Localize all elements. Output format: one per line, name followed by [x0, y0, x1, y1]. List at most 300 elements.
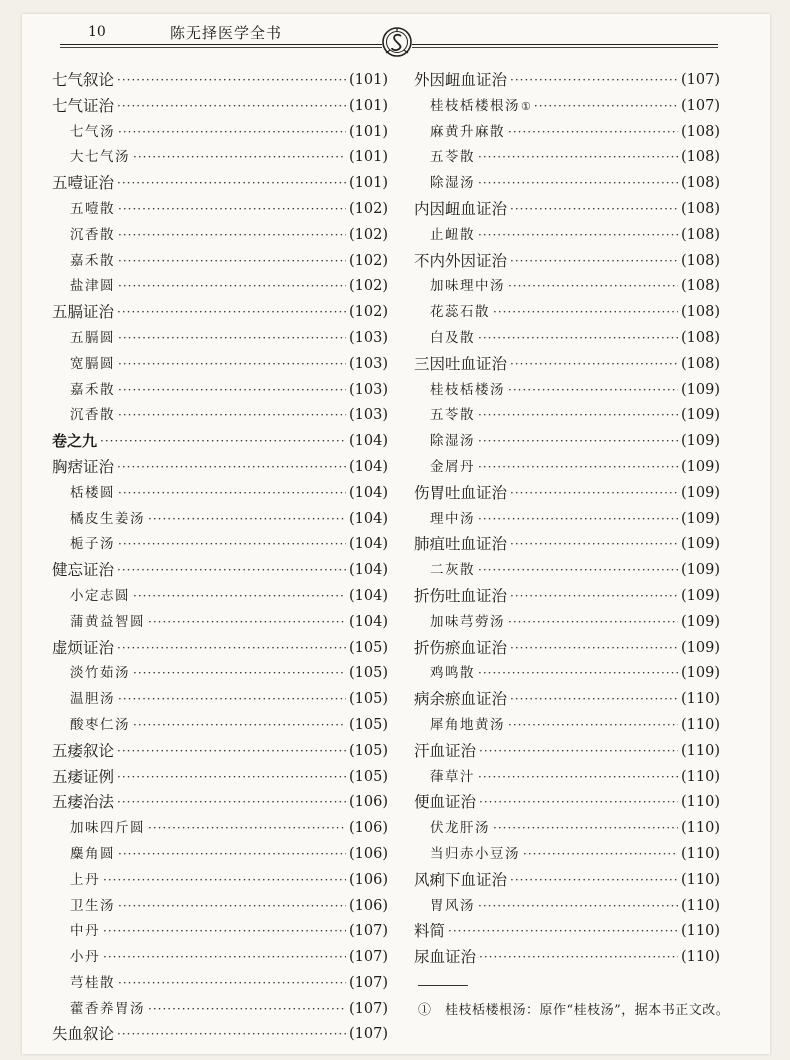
toc-page-number: (108) — [681, 200, 720, 217]
toc-entry — [410, 94, 720, 120]
toc-entry-title: 七气汤 — [70, 123, 115, 140]
dot-leader — [478, 171, 678, 197]
dot-leader — [117, 558, 346, 584]
toc-entry — [410, 765, 720, 791]
dot-leader — [510, 584, 678, 610]
toc-page-number: (104) — [349, 458, 388, 475]
toc-page-number: (104) — [349, 510, 388, 527]
toc-entry — [52, 636, 388, 662]
toc-entry — [52, 352, 388, 378]
toc-entry-title: 健忘证治 — [52, 561, 115, 580]
toc-page-number: (109) — [681, 613, 720, 630]
toc-entry-title: 内因衄血证治 — [414, 199, 508, 218]
toc-page-number: (110) — [681, 691, 720, 708]
toc-entry-title: 橘皮生姜汤 — [70, 510, 145, 527]
toc-entry-title: 桂枝栝楼汤 — [430, 381, 505, 398]
toc-entry-title: 虚烦证治 — [52, 638, 115, 657]
toc-page-number: (106) — [349, 897, 388, 914]
toc-page-number: (110) — [681, 949, 720, 966]
toc-entry-title: 病余瘀血证治 — [414, 690, 508, 709]
toc-entry-title: 料简 — [414, 922, 446, 941]
toc-entry-title: 不内外因证治 — [414, 251, 508, 270]
dot-leader — [478, 429, 678, 455]
dot-leader — [118, 403, 346, 429]
header-rule — [412, 44, 718, 45]
toc-entry-title: 五膈圆 — [70, 329, 115, 346]
toc-entry — [52, 713, 388, 739]
toc-entry — [52, 455, 388, 481]
toc-entry-title: 除湿汤 — [430, 175, 475, 192]
dot-leader — [510, 868, 678, 894]
toc-entry — [52, 584, 388, 610]
toc-page-number: (103) — [349, 329, 388, 346]
toc-entry — [410, 300, 720, 326]
dot-leader — [508, 713, 678, 739]
toc-page-number: (104) — [349, 562, 388, 579]
dot-leader — [478, 894, 678, 920]
toc-entry — [52, 945, 388, 971]
toc-entry — [410, 868, 720, 894]
toc-entry-title: 五痿叙论 — [52, 741, 115, 760]
toc-entry-title: 折伤吐血证治 — [414, 586, 508, 605]
toc-page-number: (110) — [681, 820, 720, 837]
toc-entry — [52, 507, 388, 533]
toc-page-number: (108) — [681, 226, 720, 243]
toc-entry-title: 失血叙论 — [52, 1025, 115, 1044]
toc-entry-title: 加味芎䓖汤 — [430, 613, 505, 630]
dot-leader — [534, 94, 678, 120]
dot-leader — [133, 713, 346, 739]
toc-entry — [410, 120, 720, 146]
dot-leader — [510, 532, 678, 558]
header-rule — [412, 47, 718, 48]
toc-entry — [410, 68, 720, 94]
toc-page-number: (109) — [681, 562, 720, 579]
dot-leader — [510, 687, 678, 713]
toc-entry-title: 伏龙肝汤 — [430, 820, 490, 837]
dot-leader — [508, 378, 678, 404]
toc-entry — [410, 249, 720, 275]
toc-entry — [410, 945, 720, 971]
book-title: 陈无择医学全书 — [170, 24, 283, 42]
toc-page-number: (110) — [681, 845, 720, 862]
toc-page-number: (104) — [349, 536, 388, 553]
toc-page-number: (107) — [349, 1026, 388, 1043]
dot-leader — [148, 997, 346, 1023]
dot-leader — [118, 197, 346, 223]
toc-entry-title: 肺疽吐血证治 — [414, 535, 508, 554]
toc-entry-title: 鸡鸣散 — [430, 665, 475, 682]
toc-entry-title: 风痢下血证治 — [414, 870, 508, 889]
toc-page-number: (104) — [349, 433, 388, 450]
dot-leader — [117, 68, 346, 94]
toc-entry-title: 金屑丹 — [430, 458, 475, 475]
toc-entry-title: 伤胃吐血证治 — [414, 483, 508, 502]
dot-leader — [523, 842, 678, 868]
toc-entry — [52, 894, 388, 920]
dot-leader — [510, 249, 678, 275]
toc-entry — [410, 610, 720, 636]
toc-entry-title: 芎桂散 — [70, 974, 115, 991]
footnote-marker: ① — [521, 99, 531, 113]
toc-page-number: (104) — [349, 613, 388, 630]
toc-page-number: (108) — [681, 123, 720, 140]
dot-leader — [118, 842, 346, 868]
toc-entry-title: 七气叙论 — [52, 71, 115, 89]
dot-leader — [510, 636, 678, 662]
toc-page-number: (106) — [349, 845, 388, 862]
toc-page-number: (105) — [349, 665, 388, 682]
toc-entry-title: 五噎证治 — [52, 174, 115, 193]
toc-entry-title: 桂枝栝楼根汤 — [430, 97, 520, 114]
toc-entry-title: 加味四斤圆 — [70, 820, 145, 837]
toc-page-number: (102) — [349, 252, 388, 269]
toc-entry — [410, 507, 720, 533]
dot-leader — [118, 378, 346, 404]
dot-leader — [478, 326, 678, 352]
header-rule — [60, 44, 382, 45]
toc-page-number: (101) — [349, 149, 388, 166]
toc-entry — [52, 1022, 388, 1048]
toc-entry — [52, 868, 388, 894]
toc-entry-title: 三因吐血证治 — [414, 354, 508, 373]
dot-leader — [117, 171, 346, 197]
toc-page-number: (110) — [681, 897, 720, 914]
toc-entry — [52, 816, 388, 842]
dot-leader — [117, 739, 346, 765]
toc-entry-title: 胸痞证治 — [52, 457, 115, 476]
toc-entry — [52, 171, 388, 197]
toc-page-number: (109) — [681, 639, 720, 656]
dot-leader — [117, 765, 346, 791]
toc-entry-title: 麋角圆 — [70, 845, 115, 862]
header-rule — [60, 47, 382, 48]
toc-entry — [410, 919, 720, 945]
dot-leader — [103, 945, 346, 971]
toc-page-number: (107) — [349, 1000, 388, 1017]
toc-page-number: (106) — [349, 820, 388, 837]
toc-page-number: (103) — [349, 355, 388, 372]
toc-right-column — [410, 68, 720, 971]
toc-entry-title: 五苓散 — [430, 407, 475, 424]
toc-page-number: (105) — [349, 639, 388, 656]
toc-page-number: (102) — [349, 304, 388, 321]
toc-entry — [52, 971, 388, 997]
toc-page-number: (101) — [349, 123, 388, 140]
dot-leader — [118, 971, 346, 997]
toc-entry-title: 中丹 — [70, 923, 100, 940]
toc-page-number: (102) — [349, 278, 388, 295]
toc-page-number: (104) — [349, 587, 388, 604]
toc-page-number: (110) — [681, 923, 720, 940]
toc-entry-title: 止衄散 — [430, 226, 475, 243]
toc-page-number: (107) — [681, 97, 720, 114]
toc-page-number: (109) — [681, 407, 720, 424]
toc-entry-title: 汗血证治 — [414, 741, 477, 760]
toc-entry — [410, 481, 720, 507]
toc-entry — [410, 429, 720, 455]
toc-entry-title: 五痿证例 — [52, 767, 115, 786]
dot-leader — [478, 455, 678, 481]
toc-page-number: (101) — [349, 72, 388, 88]
dot-leader — [133, 584, 346, 610]
toc-entry — [52, 790, 388, 816]
dot-leader — [448, 919, 678, 945]
toc-entry-title: 折伤瘀血证治 — [414, 638, 508, 657]
toc-page-number: (110) — [681, 871, 720, 888]
toc-entry-title: 五苓散 — [430, 149, 475, 166]
dot-leader — [103, 919, 346, 945]
toc-entry-title: 麻黄升麻散 — [430, 123, 505, 140]
dot-leader — [117, 790, 346, 816]
toc-entry-title: 嘉禾散 — [70, 252, 115, 269]
toc-entry-title: 花蕊石散 — [430, 304, 490, 321]
dot-leader — [508, 610, 678, 636]
toc-entry — [410, 816, 720, 842]
dot-leader — [118, 120, 346, 146]
toc-entry — [52, 687, 388, 713]
dot-leader — [478, 507, 678, 533]
toc-entry — [52, 610, 388, 636]
toc-page-number: (110) — [681, 768, 720, 785]
toc-entry — [52, 94, 388, 120]
toc-entry — [410, 403, 720, 429]
toc-entry — [52, 223, 388, 249]
dot-leader — [508, 274, 678, 300]
toc-page-number: (108) — [681, 149, 720, 166]
toc-page-number: (106) — [349, 794, 388, 811]
toc-page-number: (101) — [349, 97, 388, 114]
toc-entry-title: 除湿汤 — [430, 433, 475, 450]
dot-leader — [510, 481, 678, 507]
dot-leader — [508, 120, 678, 146]
dot-leader — [148, 816, 346, 842]
toc-entry-title: 二灰散 — [430, 562, 475, 579]
toc-page-number: (107) — [349, 949, 388, 966]
toc-page-number: (110) — [681, 742, 720, 759]
toc-page-number: (102) — [349, 200, 388, 217]
toc-entry — [52, 197, 388, 223]
toc-entry — [52, 274, 388, 300]
toc-page-number: (105) — [349, 716, 388, 733]
page-header — [60, 22, 718, 48]
toc-entry — [410, 558, 720, 584]
toc-entry-title: 五膈证治 — [52, 303, 115, 322]
dot-leader — [118, 687, 346, 713]
toc-entry — [410, 739, 720, 765]
toc-page-number: (110) — [681, 716, 720, 733]
toc-entry — [410, 584, 720, 610]
dot-leader — [478, 765, 678, 791]
dot-leader — [117, 455, 346, 481]
toc-page-number: (102) — [349, 226, 388, 243]
toc-entry-title: 外因衄血证治 — [414, 71, 508, 89]
dot-leader — [510, 352, 678, 378]
toc-entry — [410, 352, 720, 378]
dot-leader — [118, 532, 346, 558]
toc-entry — [410, 378, 720, 404]
toc-page-number: (110) — [681, 794, 720, 811]
toc-entry — [52, 532, 388, 558]
toc-entry — [52, 765, 388, 791]
toc-entry-title: 小定志圆 — [70, 587, 130, 604]
toc-entry — [410, 197, 720, 223]
toc-entry-title: 尿血证治 — [414, 948, 477, 967]
dot-leader — [118, 326, 346, 352]
toc-left-column — [52, 68, 388, 1048]
toc-page-number: (108) — [681, 304, 720, 321]
toc-entry — [410, 894, 720, 920]
toc-entry-title: 宽膈圆 — [70, 355, 115, 372]
dot-leader — [117, 636, 346, 662]
toc-entry-title: 卷之九 — [52, 432, 98, 451]
toc-entry-title: 栀子汤 — [70, 536, 115, 553]
toc-page-number: (103) — [349, 381, 388, 398]
toc-page-number: (109) — [681, 484, 720, 501]
dot-leader — [478, 223, 678, 249]
page-number: 10 — [88, 24, 106, 40]
footnote-rule — [418, 985, 468, 986]
toc-entry-title: 理中汤 — [430, 510, 475, 527]
dot-leader — [100, 429, 346, 455]
toc-entry — [410, 842, 720, 868]
toc-entry — [410, 223, 720, 249]
toc-entry-title: 蒲黄益智圆 — [70, 613, 145, 630]
toc-entry-title: 沉香散 — [70, 407, 115, 424]
dot-leader — [148, 507, 346, 533]
toc-entry — [52, 378, 388, 404]
toc-entry — [410, 790, 720, 816]
toc-entry-title: 五噎散 — [70, 200, 115, 217]
toc-entry-title: 上丹 — [70, 871, 100, 888]
toc-entry — [410, 145, 720, 171]
toc-entry — [410, 713, 720, 739]
toc-page-number: (108) — [681, 329, 720, 346]
dot-leader — [118, 481, 346, 507]
toc-page-number: (101) — [349, 175, 388, 192]
toc-entry-title: 七气证治 — [52, 96, 115, 115]
toc-entry — [52, 68, 388, 94]
toc-page-number: (107) — [681, 72, 720, 88]
toc-entry — [52, 249, 388, 275]
toc-entry — [410, 661, 720, 687]
toc-entry — [410, 171, 720, 197]
toc-entry-title: 温胆汤 — [70, 691, 115, 708]
dot-leader — [493, 816, 678, 842]
dot-leader — [493, 300, 678, 326]
toc-page-number: (109) — [681, 510, 720, 527]
toc-entry-title: 便血证治 — [414, 793, 477, 812]
toc-entry — [410, 687, 720, 713]
toc-entry — [52, 739, 388, 765]
dot-leader — [510, 197, 678, 223]
toc-entry-title: 淡竹茹汤 — [70, 665, 130, 682]
toc-entry — [52, 997, 388, 1023]
toc-page-number: (108) — [681, 175, 720, 192]
toc-page-number: (109) — [681, 665, 720, 682]
toc-entry — [52, 429, 388, 455]
toc-entry — [52, 300, 388, 326]
toc-entry-title: 小丹 — [70, 949, 100, 966]
toc-page-number: (109) — [681, 381, 720, 398]
dot-leader — [103, 868, 346, 894]
toc-page-number: (104) — [349, 484, 388, 501]
dot-leader — [133, 145, 346, 171]
toc-entry-title: 葎草汁 — [430, 768, 475, 785]
toc-page-number: (108) — [681, 355, 720, 372]
toc-entry-title: 酸枣仁汤 — [70, 716, 130, 733]
toc-page-number: (109) — [681, 587, 720, 604]
toc-entry — [410, 326, 720, 352]
dot-leader — [117, 94, 346, 120]
toc-entry-title: 嘉禾散 — [70, 381, 115, 398]
dot-leader — [118, 894, 346, 920]
dot-leader — [118, 352, 346, 378]
dot-leader — [479, 790, 678, 816]
toc-entry — [52, 842, 388, 868]
dot-leader — [148, 610, 346, 636]
dot-leader — [117, 1022, 346, 1048]
toc-entry — [410, 274, 720, 300]
toc-page-number: (105) — [349, 742, 388, 759]
toc-page-number: (109) — [681, 433, 720, 450]
toc-page-number: (105) — [349, 768, 388, 785]
toc-entry — [52, 145, 388, 171]
dot-leader — [510, 68, 678, 94]
toc-entry-title: 胃风汤 — [430, 897, 475, 914]
toc-entry-title: 盐津圆 — [70, 278, 115, 295]
dot-leader — [117, 300, 346, 326]
toc-page-number: (105) — [349, 691, 388, 708]
toc-entry — [410, 455, 720, 481]
toc-entry-title: 沉香散 — [70, 226, 115, 243]
toc-entry — [52, 326, 388, 352]
dot-leader — [479, 945, 678, 971]
toc-entry-title: 卫生汤 — [70, 897, 115, 914]
dot-leader — [118, 223, 346, 249]
dot-leader — [478, 558, 678, 584]
toc-page-number: (107) — [349, 923, 388, 940]
toc-entry-title: 五痿治法 — [52, 793, 115, 812]
toc-entry-title: 藿香养胃汤 — [70, 1000, 145, 1017]
toc-entry — [52, 919, 388, 945]
toc-page-number: (106) — [349, 871, 388, 888]
toc-entry — [410, 532, 720, 558]
footnote: ① 桂枝栝楼根汤：原作“桂枝汤”，据本书正文改。 — [418, 1003, 730, 1018]
toc-entry — [52, 403, 388, 429]
toc-entry-title: 当归赤小豆汤 — [430, 845, 520, 862]
toc-page-number: (108) — [681, 278, 720, 295]
toc-entry-title: 犀角地黄汤 — [430, 716, 505, 733]
toc-page-number: (109) — [681, 536, 720, 553]
dot-leader — [478, 661, 678, 687]
toc-entry — [410, 636, 720, 662]
dot-leader — [118, 249, 346, 275]
toc-entry — [52, 481, 388, 507]
toc-page-number: (107) — [349, 974, 388, 991]
dot-leader — [478, 145, 678, 171]
toc-entry — [52, 120, 388, 146]
toc-entry-title: 大七气汤 — [70, 149, 130, 166]
toc-page-number: (103) — [349, 407, 388, 424]
toc-entry-title: 加味理中汤 — [430, 278, 505, 295]
publisher-logo-icon — [380, 25, 414, 59]
toc-entry-title: 栝楼圆 — [70, 484, 115, 501]
dot-leader — [479, 739, 678, 765]
toc-entry-title: 白及散 — [430, 329, 475, 346]
toc-entry — [52, 661, 388, 687]
dot-leader — [118, 274, 346, 300]
